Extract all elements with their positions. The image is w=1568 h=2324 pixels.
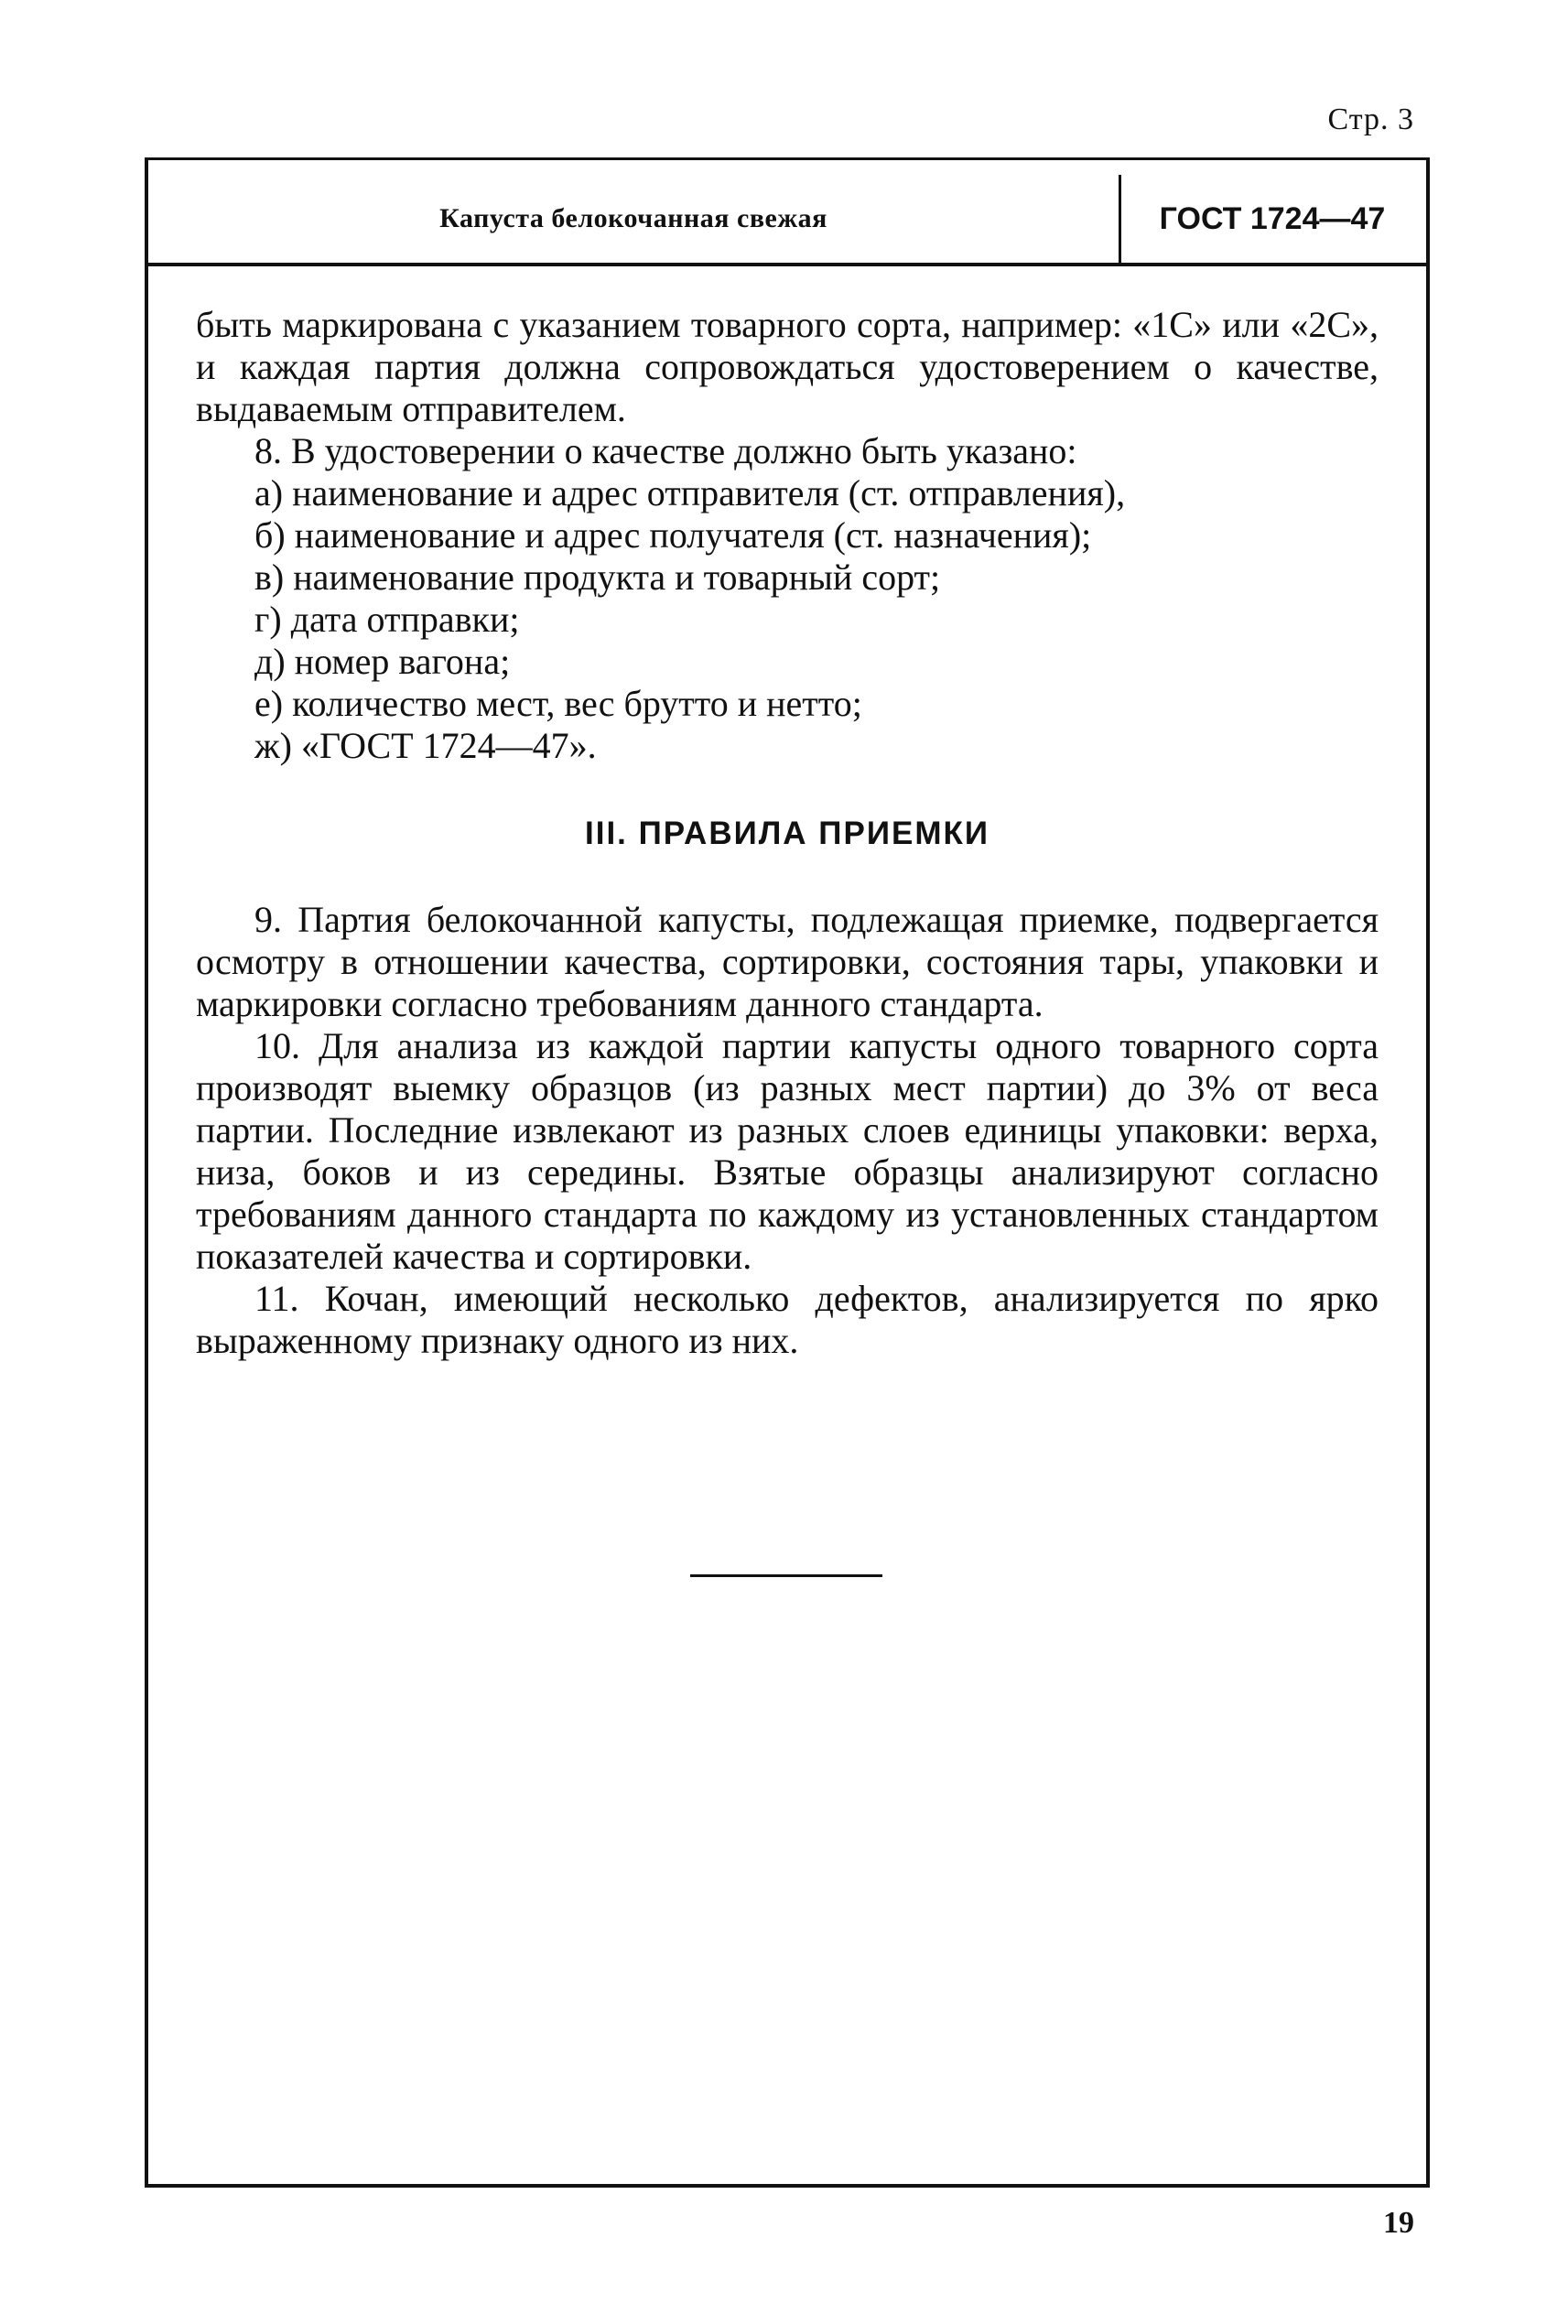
end-of-text-rule [690, 1574, 882, 1577]
header-standard-number: ГОСТ 1724—47 [1159, 200, 1386, 236]
paragraph-10: 10. Для анализа из каждой партии капусты одного товарного сорта производят выемку образцов (из разных мест партии) до 3% от веса партии. Последние извлекают из разных слоев единицы упаковки: верха, низа, боков и из середины. Взятые образцы анализируют согласно требованиям данного стандарта по каждому из установленных стандартом показателей качества и сортировки. [196, 1025, 1379, 1277]
header-bottom-rule [148, 263, 1426, 266]
paragraph-9: 9. Партия белокочанной капусты, подлежащая приемке, подвергается осмотру в отношении качества, сортировки, состояния тары, упаковки и маркировки согласно требованиям данного стандарта. [196, 899, 1379, 1024]
paragraph-continuation: быть маркирована с указанием товарного сорта, например: «1С» или «2С», и каждая партия должна сопровождаться удостоверением о качестве, выдаваемым отправителем. [196, 304, 1379, 429]
list-item-d: д) номер вагона; [254, 641, 511, 682]
running-header [148, 160, 1426, 263]
page-frame [145, 157, 1430, 2188]
document-body [196, 304, 1379, 1362]
page-number-bottom: 19 [1383, 2206, 1414, 2240]
frame-bottom-rule [148, 2184, 1426, 2188]
header-title: Капуста белокочанная свежая [439, 203, 827, 233]
page-label-top: Стр. 3 [1327, 103, 1414, 136]
list-item-a: а) наименование и адрес отправителя (ст. отправления), [254, 472, 1126, 513]
list-item-b: б) наименование и адрес получателя (ст. назначения); [254, 514, 1092, 556]
section-heading: III. ПРАВИЛА ПРИЕМКИ [585, 816, 989, 851]
list-item-v: в) наименование продукта и товарный сорт; [254, 557, 941, 598]
list-item-e: е) количество мест, вес брутто и нетто; [254, 683, 862, 724]
header-divider [1119, 175, 1121, 263]
list-item-zh: ж) «ГОСТ 1724—47». [254, 725, 597, 766]
paragraph-11: 11. Кочан, имеющий несколько дефектов, анализируется по ярко выраженному признаку одного из них. [196, 1278, 1379, 1361]
list-item-g: г) дата отправки; [254, 599, 520, 640]
paragraph-8: 8. В удостоверении о качестве должно быть указано: [254, 430, 1077, 471]
